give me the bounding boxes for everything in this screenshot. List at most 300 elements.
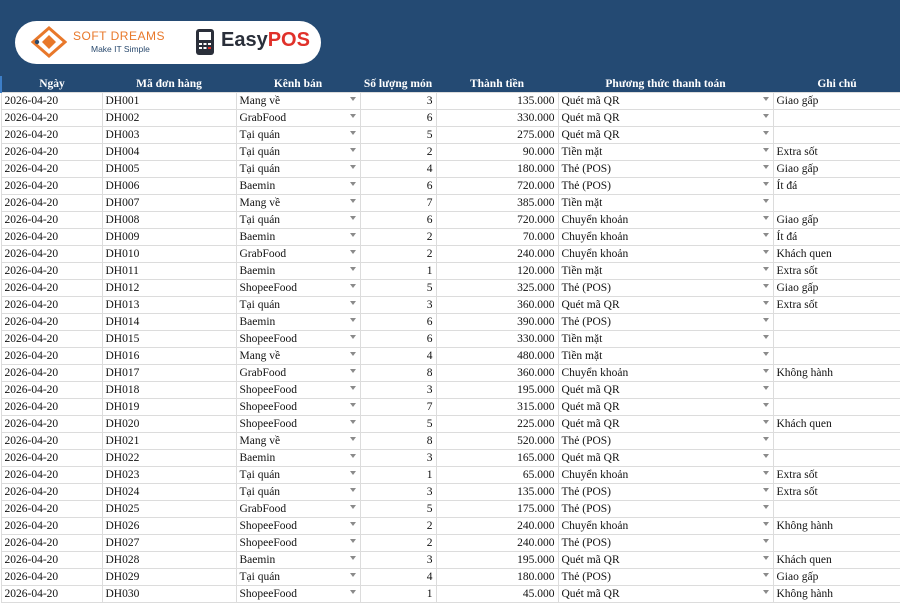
dropdown-arrow-icon[interactable] xyxy=(350,267,356,271)
dropdown-arrow-icon[interactable] xyxy=(350,454,356,458)
dropdown-arrow-icon[interactable] xyxy=(763,352,769,356)
cell-channel-value: Baemin xyxy=(239,315,276,328)
cell-note[interactable] xyxy=(773,518,900,535)
cell-date[interactable] xyxy=(1,501,102,518)
cell-channel[interactable] xyxy=(236,467,360,484)
cell-channel[interactable] xyxy=(236,229,360,246)
cell-note[interactable] xyxy=(773,382,900,399)
cell-amount[interactable] xyxy=(436,314,558,331)
table-row xyxy=(1,178,900,195)
cell-note[interactable] xyxy=(773,195,900,212)
cell-amount[interactable] xyxy=(436,433,558,450)
dropdown-arrow-icon[interactable] xyxy=(350,301,356,305)
cell-payment-method[interactable] xyxy=(558,382,773,399)
table-row xyxy=(1,399,900,416)
dropdown-arrow-icon[interactable] xyxy=(763,420,769,424)
cell-order-code[interactable] xyxy=(102,178,236,195)
cell-payment-method[interactable] xyxy=(558,212,773,229)
cell-note[interactable] xyxy=(773,535,900,552)
cell-amount[interactable] xyxy=(436,263,558,280)
dropdown-arrow-icon[interactable] xyxy=(763,233,769,237)
cell-note[interactable] xyxy=(773,399,900,416)
cell-channel[interactable] xyxy=(236,399,360,416)
cell-order-code[interactable] xyxy=(102,280,236,297)
cell-quantity[interactable] xyxy=(360,535,436,552)
cell-date[interactable] xyxy=(1,433,102,450)
cell-payment-method[interactable] xyxy=(558,229,773,246)
cell-channel[interactable] xyxy=(236,297,360,314)
cell-amount[interactable] xyxy=(436,399,558,416)
cell-payment-method-value: Chuyển khoản xyxy=(561,213,629,226)
cell-order-code[interactable] xyxy=(102,263,236,280)
cell-quantity[interactable] xyxy=(360,161,436,178)
cell-payment-method[interactable] xyxy=(558,297,773,314)
cell-date[interactable] xyxy=(1,229,102,246)
cell-quantity[interactable] xyxy=(360,195,436,212)
cell-payment-method[interactable] xyxy=(558,93,773,110)
dropdown-arrow-icon[interactable] xyxy=(350,97,356,101)
cell-date[interactable] xyxy=(1,348,102,365)
cell-channel[interactable] xyxy=(236,127,360,144)
dropdown-arrow-icon[interactable] xyxy=(350,437,356,441)
cell-note[interactable] xyxy=(773,348,900,365)
cell-date[interactable] xyxy=(1,518,102,535)
cell-amount[interactable] xyxy=(436,161,558,178)
cell-amount[interactable] xyxy=(436,331,558,348)
cell-channel[interactable] xyxy=(236,535,360,552)
cell-channel[interactable] xyxy=(236,110,360,127)
cell-order-code-value: DH029 xyxy=(105,570,140,583)
cell-channel[interactable] xyxy=(236,178,360,195)
cell-channel[interactable] xyxy=(236,161,360,178)
cell-order-code[interactable] xyxy=(102,467,236,484)
cell-payment-method[interactable] xyxy=(558,569,773,586)
dropdown-arrow-icon[interactable] xyxy=(763,539,769,543)
cell-note[interactable] xyxy=(773,246,900,263)
cell-channel[interactable] xyxy=(236,348,360,365)
dropdown-arrow-icon[interactable] xyxy=(763,284,769,288)
cell-quantity[interactable] xyxy=(360,127,436,144)
cell-amount[interactable] xyxy=(436,535,558,552)
cell-payment-method[interactable] xyxy=(558,518,773,535)
cell-payment-method-value: Chuyển khoản xyxy=(561,468,629,481)
cell-quantity[interactable] xyxy=(360,212,436,229)
column-header-quantity[interactable]: Số lượng món xyxy=(360,76,436,93)
cell-order-code[interactable] xyxy=(102,127,236,144)
cell-channel[interactable] xyxy=(236,416,360,433)
cell-amount[interactable] xyxy=(436,280,558,297)
table-row xyxy=(1,450,900,467)
cell-quantity[interactable] xyxy=(360,314,436,331)
table-row xyxy=(1,433,900,450)
cell-date[interactable] xyxy=(1,365,102,382)
dropdown-arrow-icon[interactable] xyxy=(763,369,769,373)
dropdown-arrow-icon[interactable] xyxy=(763,250,769,254)
cell-order-code[interactable] xyxy=(102,484,236,501)
cell-quantity[interactable] xyxy=(360,484,436,501)
dropdown-arrow-icon[interactable] xyxy=(763,437,769,441)
cell-channel[interactable] xyxy=(236,93,360,110)
cell-date[interactable] xyxy=(1,93,102,110)
cell-quantity[interactable] xyxy=(360,93,436,110)
cell-channel[interactable] xyxy=(236,518,360,535)
dropdown-arrow-icon[interactable] xyxy=(350,233,356,237)
dropdown-arrow-icon[interactable] xyxy=(763,182,769,186)
cell-quantity[interactable] xyxy=(360,518,436,535)
cell-order-code[interactable] xyxy=(102,314,236,331)
cell-order-code-value: DH011 xyxy=(105,264,139,277)
cell-order-code[interactable] xyxy=(102,518,236,535)
cell-order-code[interactable] xyxy=(102,399,236,416)
cell-quantity[interactable] xyxy=(360,110,436,127)
cell-channel[interactable] xyxy=(236,382,360,399)
dropdown-arrow-icon[interactable] xyxy=(763,454,769,458)
cell-order-code[interactable] xyxy=(102,450,236,467)
cell-order-code[interactable] xyxy=(102,246,236,263)
cell-note[interactable] xyxy=(773,212,900,229)
cell-date[interactable] xyxy=(1,416,102,433)
dropdown-arrow-icon[interactable] xyxy=(763,386,769,390)
cell-amount[interactable] xyxy=(436,110,558,127)
cell-date[interactable] xyxy=(1,195,102,212)
cell-amount[interactable] xyxy=(436,297,558,314)
cell-note[interactable] xyxy=(773,178,900,195)
cell-order-code[interactable] xyxy=(102,93,236,110)
cell-order-code[interactable] xyxy=(102,110,236,127)
column-header-payment-method[interactable]: Phương thức thanh toán xyxy=(558,76,773,93)
cell-date[interactable] xyxy=(1,280,102,297)
dropdown-arrow-icon[interactable] xyxy=(763,97,769,101)
cell-quantity[interactable] xyxy=(360,416,436,433)
cell-quantity[interactable] xyxy=(360,552,436,569)
cell-amount[interactable] xyxy=(436,178,558,195)
cell-quantity[interactable] xyxy=(360,178,436,195)
column-header-note[interactable]: Ghi chú xyxy=(773,76,900,93)
cell-channel[interactable] xyxy=(236,501,360,518)
cell-amount[interactable] xyxy=(436,246,558,263)
dropdown-arrow-icon[interactable] xyxy=(763,556,769,560)
dropdown-arrow-icon[interactable] xyxy=(350,284,356,288)
cell-payment-method[interactable] xyxy=(558,416,773,433)
cell-channel-value: ShopeeFood xyxy=(239,400,297,413)
cell-date[interactable] xyxy=(1,263,102,280)
cell-note[interactable] xyxy=(773,161,900,178)
cell-channel[interactable] xyxy=(236,552,360,569)
cell-amount[interactable] xyxy=(436,484,558,501)
cell-date[interactable] xyxy=(1,110,102,127)
dropdown-arrow-icon[interactable] xyxy=(763,403,769,407)
cell-date[interactable] xyxy=(1,450,102,467)
cell-amount[interactable] xyxy=(436,144,558,161)
cell-amount[interactable] xyxy=(436,93,558,110)
cell-note[interactable] xyxy=(773,144,900,161)
cell-date[interactable] xyxy=(1,127,102,144)
cell-order-code[interactable] xyxy=(102,569,236,586)
cell-amount[interactable] xyxy=(436,229,558,246)
cell-channel[interactable] xyxy=(236,569,360,586)
cell-amount-value: 390.000 xyxy=(517,315,555,328)
cell-quantity-value: 6 xyxy=(426,315,433,328)
cell-payment-method[interactable] xyxy=(558,535,773,552)
cell-payment-method[interactable] xyxy=(558,331,773,348)
cell-date-value: 2026-04-20 xyxy=(4,383,59,396)
dropdown-arrow-icon[interactable] xyxy=(763,318,769,322)
cell-note[interactable] xyxy=(773,552,900,569)
cell-quantity[interactable] xyxy=(360,229,436,246)
dropdown-arrow-icon[interactable] xyxy=(763,488,769,492)
cell-quantity[interactable] xyxy=(360,263,436,280)
cell-amount[interactable] xyxy=(436,501,558,518)
cell-payment-method[interactable] xyxy=(558,195,773,212)
cell-quantity[interactable] xyxy=(360,382,436,399)
cell-date[interactable] xyxy=(1,297,102,314)
dropdown-arrow-icon[interactable] xyxy=(350,471,356,475)
dropdown-arrow-icon[interactable] xyxy=(763,505,769,509)
dropdown-arrow-icon[interactable] xyxy=(763,471,769,475)
cell-channel[interactable] xyxy=(236,484,360,501)
cell-channel[interactable] xyxy=(236,450,360,467)
cell-quantity[interactable] xyxy=(360,246,436,263)
column-header-date[interactable]: Ngày xyxy=(1,76,102,93)
dropdown-arrow-icon[interactable] xyxy=(350,148,356,152)
dropdown-arrow-icon[interactable] xyxy=(350,131,356,135)
cell-payment-method[interactable] xyxy=(558,433,773,450)
column-header-order-code[interactable]: Mã đơn hàng xyxy=(102,76,236,93)
cell-note[interactable] xyxy=(773,127,900,144)
dropdown-arrow-icon[interactable] xyxy=(350,369,356,373)
cell-date[interactable] xyxy=(1,314,102,331)
table-row xyxy=(1,365,900,382)
cell-date-value: 2026-04-20 xyxy=(4,349,59,362)
cell-payment-method[interactable] xyxy=(558,178,773,195)
cell-amount[interactable] xyxy=(436,365,558,382)
cell-quantity[interactable] xyxy=(360,280,436,297)
dropdown-arrow-icon[interactable] xyxy=(763,590,769,594)
dropdown-arrow-icon[interactable] xyxy=(350,590,356,594)
cell-payment-method-value: Tiền mặt xyxy=(561,145,603,158)
cell-date[interactable] xyxy=(1,569,102,586)
dropdown-arrow-icon[interactable] xyxy=(763,301,769,305)
cell-date[interactable] xyxy=(1,382,102,399)
cell-channel[interactable] xyxy=(236,365,360,382)
cell-order-code[interactable] xyxy=(102,331,236,348)
cell-payment-method[interactable] xyxy=(558,110,773,127)
cell-amount[interactable] xyxy=(436,552,558,569)
cell-channel[interactable] xyxy=(236,144,360,161)
cell-note[interactable] xyxy=(773,501,900,518)
cell-quantity[interactable] xyxy=(360,348,436,365)
cell-payment-method[interactable] xyxy=(558,280,773,297)
cell-channel[interactable] xyxy=(236,212,360,229)
cell-order-code[interactable] xyxy=(102,161,236,178)
cell-amount[interactable] xyxy=(436,569,558,586)
dropdown-arrow-icon[interactable] xyxy=(350,386,356,390)
cell-note[interactable] xyxy=(773,450,900,467)
dropdown-arrow-icon[interactable] xyxy=(350,539,356,543)
dropdown-arrow-icon[interactable] xyxy=(763,522,769,526)
cell-order-code[interactable] xyxy=(102,297,236,314)
cell-order-code[interactable] xyxy=(102,348,236,365)
cell-payment-method[interactable] xyxy=(558,484,773,501)
cell-order-code[interactable] xyxy=(102,433,236,450)
cell-channel[interactable] xyxy=(236,314,360,331)
cell-quantity[interactable] xyxy=(360,501,436,518)
cell-note[interactable] xyxy=(773,93,900,110)
dropdown-arrow-icon[interactable] xyxy=(763,335,769,339)
cell-quantity[interactable] xyxy=(360,467,436,484)
cell-note[interactable] xyxy=(773,365,900,382)
cell-payment-method-value: Chuyển khoản xyxy=(561,519,629,532)
cell-payment-method[interactable] xyxy=(558,144,773,161)
cell-date[interactable] xyxy=(1,535,102,552)
dropdown-arrow-icon[interactable] xyxy=(763,114,769,118)
cell-channel[interactable] xyxy=(236,195,360,212)
cell-note[interactable] xyxy=(773,433,900,450)
cell-payment-method[interactable] xyxy=(558,263,773,280)
cell-note[interactable] xyxy=(773,314,900,331)
cell-order-code[interactable] xyxy=(102,416,236,433)
dropdown-arrow-icon[interactable] xyxy=(763,199,769,203)
cell-order-code[interactable] xyxy=(102,195,236,212)
cell-quantity[interactable] xyxy=(360,433,436,450)
cell-channel[interactable] xyxy=(236,263,360,280)
cell-note[interactable] xyxy=(773,416,900,433)
dropdown-arrow-icon[interactable] xyxy=(350,335,356,339)
cell-note[interactable] xyxy=(773,297,900,314)
cell-date-value: 2026-04-20 xyxy=(4,230,59,243)
dropdown-arrow-icon[interactable] xyxy=(763,148,769,152)
dropdown-arrow-icon[interactable] xyxy=(350,352,356,356)
cell-payment-method-value: Thẻ (POS) xyxy=(561,570,612,583)
cell-quantity[interactable] xyxy=(360,399,436,416)
cell-date[interactable] xyxy=(1,331,102,348)
cell-note[interactable] xyxy=(773,467,900,484)
cell-amount-value: 65.000 xyxy=(522,468,555,481)
cell-quantity[interactable] xyxy=(360,331,436,348)
cell-payment-method-value: Quét mã QR xyxy=(561,417,620,430)
cell-amount-value: 135.000 xyxy=(517,485,555,498)
cell-amount[interactable] xyxy=(436,382,558,399)
cell-order-code[interactable] xyxy=(102,501,236,518)
cell-date[interactable] xyxy=(1,178,102,195)
cell-order-code[interactable] xyxy=(102,552,236,569)
cell-amount[interactable] xyxy=(436,450,558,467)
cell-order-code[interactable] xyxy=(102,229,236,246)
cell-date[interactable] xyxy=(1,161,102,178)
cell-payment-method[interactable] xyxy=(558,314,773,331)
cell-note[interactable] xyxy=(773,484,900,501)
cell-payment-method-value: Tiền mặt xyxy=(561,264,603,277)
cell-channel-value: ShopeeFood xyxy=(239,281,297,294)
dropdown-arrow-icon[interactable] xyxy=(350,556,356,560)
dropdown-arrow-icon[interactable] xyxy=(350,318,356,322)
cell-payment-method[interactable] xyxy=(558,501,773,518)
cell-note[interactable] xyxy=(773,263,900,280)
cell-order-code-value: DH008 xyxy=(105,213,140,226)
cell-payment-method[interactable] xyxy=(558,246,773,263)
dropdown-arrow-icon[interactable] xyxy=(763,131,769,135)
cell-amount[interactable] xyxy=(436,518,558,535)
cell-note[interactable] xyxy=(773,331,900,348)
cell-quantity[interactable] xyxy=(360,144,436,161)
cell-note[interactable] xyxy=(773,569,900,586)
dropdown-arrow-icon[interactable] xyxy=(763,165,769,169)
dropdown-arrow-icon[interactable] xyxy=(350,182,356,186)
dropdown-arrow-icon[interactable] xyxy=(763,267,769,271)
column-header-channel[interactable]: Kênh bán xyxy=(236,76,360,93)
column-header-amount[interactable]: Thành tiền xyxy=(436,76,558,93)
dropdown-arrow-icon[interactable] xyxy=(350,114,356,118)
cell-order-code-value: DH001 xyxy=(105,94,140,107)
cell-payment-method[interactable] xyxy=(558,450,773,467)
cell-channel-value: ShopeeFood xyxy=(239,587,297,600)
dropdown-arrow-icon[interactable] xyxy=(350,250,356,254)
cell-amount[interactable] xyxy=(436,348,558,365)
cell-payment-method[interactable] xyxy=(558,467,773,484)
cell-channel[interactable] xyxy=(236,433,360,450)
dropdown-arrow-icon[interactable] xyxy=(350,403,356,407)
cell-quantity[interactable] xyxy=(360,297,436,314)
cell-order-code-value: DH026 xyxy=(105,519,140,532)
dropdown-arrow-icon[interactable] xyxy=(350,573,356,577)
cell-payment-method[interactable] xyxy=(558,348,773,365)
cell-date[interactable] xyxy=(1,144,102,161)
cell-order-code-value: DH017 xyxy=(105,366,140,379)
cell-channel[interactable] xyxy=(236,246,360,263)
dropdown-arrow-icon[interactable] xyxy=(350,505,356,509)
dropdown-arrow-icon[interactable] xyxy=(350,199,356,203)
dropdown-arrow-icon[interactable] xyxy=(350,216,356,220)
cell-note[interactable] xyxy=(773,110,900,127)
cell-payment-method[interactable] xyxy=(558,552,773,569)
dropdown-arrow-icon[interactable] xyxy=(350,420,356,424)
cell-channel[interactable] xyxy=(236,331,360,348)
cell-amount[interactable] xyxy=(436,467,558,484)
cell-date[interactable] xyxy=(1,246,102,263)
dropdown-arrow-icon[interactable] xyxy=(763,573,769,577)
cell-payment-method[interactable] xyxy=(558,399,773,416)
dropdown-arrow-icon[interactable] xyxy=(350,522,356,526)
cell-date[interactable] xyxy=(1,212,102,229)
cell-amount[interactable] xyxy=(436,416,558,433)
cell-amount[interactable] xyxy=(436,127,558,144)
cell-payment-method[interactable] xyxy=(558,161,773,178)
cell-date[interactable] xyxy=(1,484,102,501)
cell-note[interactable] xyxy=(773,229,900,246)
cell-order-code[interactable] xyxy=(102,535,236,552)
cell-payment-method[interactable] xyxy=(558,365,773,382)
dropdown-arrow-icon[interactable] xyxy=(350,488,356,492)
cell-date[interactable] xyxy=(1,399,102,416)
cell-order-code[interactable] xyxy=(102,144,236,161)
cell-order-code[interactable] xyxy=(102,212,236,229)
cell-note[interactable] xyxy=(773,280,900,297)
cell-date[interactable] xyxy=(1,552,102,569)
cell-amount[interactable] xyxy=(436,195,558,212)
cell-date-value: 2026-04-20 xyxy=(4,298,59,311)
cell-channel[interactable] xyxy=(236,280,360,297)
cell-date[interactable] xyxy=(1,467,102,484)
cell-quantity[interactable] xyxy=(360,569,436,586)
cell-order-code[interactable] xyxy=(102,365,236,382)
dropdown-arrow-icon[interactable] xyxy=(763,216,769,220)
cell-amount[interactable] xyxy=(436,212,558,229)
cell-quantity[interactable] xyxy=(360,365,436,382)
cell-order-code[interactable] xyxy=(102,382,236,399)
cell-payment-method[interactable] xyxy=(558,127,773,144)
cell-quantity[interactable] xyxy=(360,450,436,467)
dropdown-arrow-icon[interactable] xyxy=(350,165,356,169)
